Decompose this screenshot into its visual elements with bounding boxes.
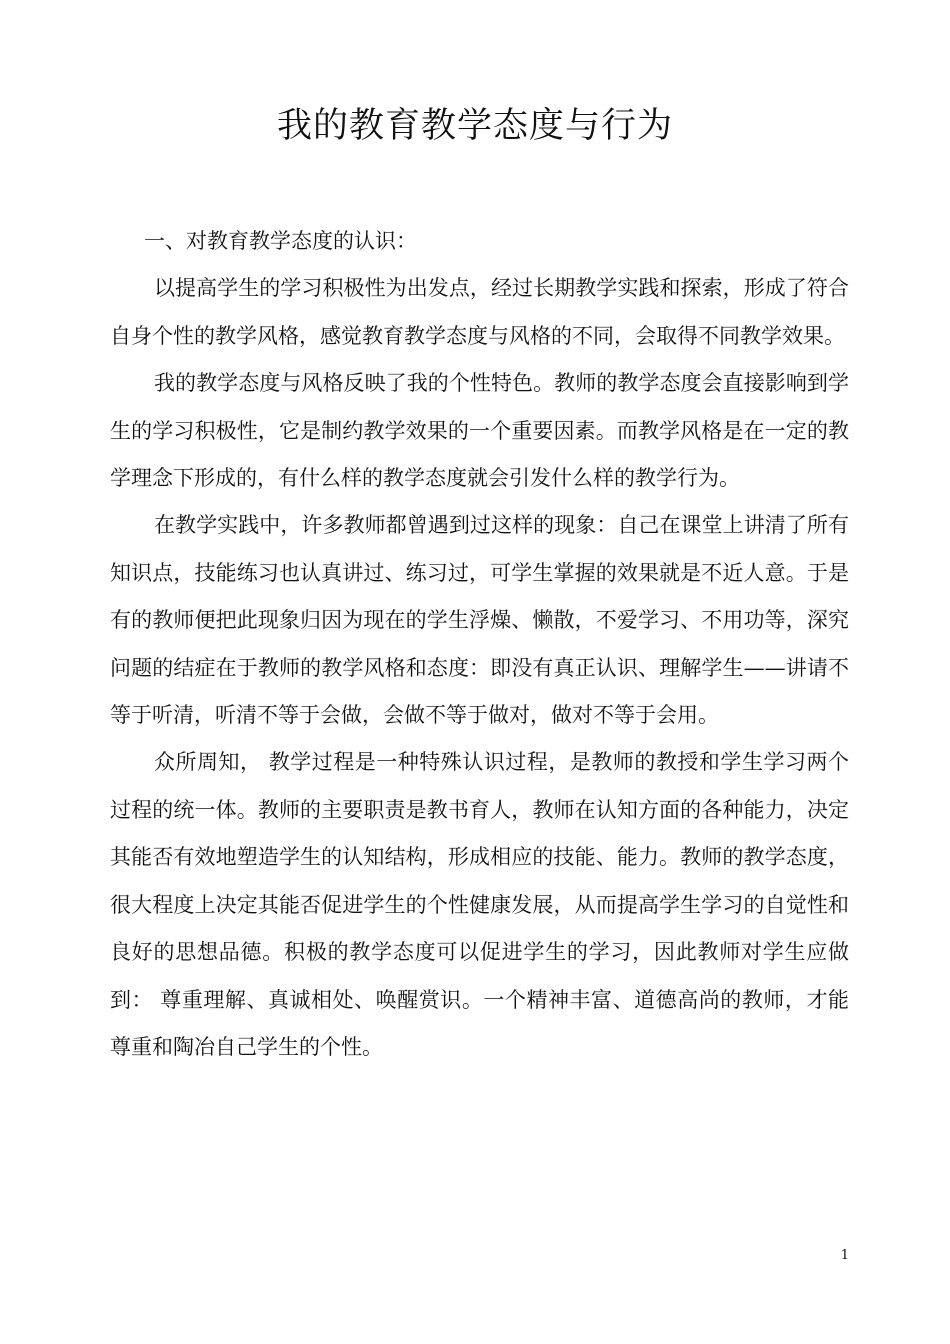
document-body	[110, 218, 849, 1071]
paragraph: 在教学实践中，许多教师都曾遇到过这样的现象：自己在课堂上讲清了所有知识点，技能练习也认真讲过、练习过，可学生掌握的效果就是不近人意。于是有的教师便把此现象归因为现在的学生浮燥、懒散，不爱学习、不用功等，深究问题的结症在于教师的教学风格和态度：即没有真正认识、理解学生——讲请不等于听清，听清不等于会做，会做不等于做对，做对不等于会用。	[110, 513, 849, 728]
page-number: 1	[840, 1248, 849, 1263]
paragraph: 我的教学态度与风格反映了我的个性特色。教师的教学态度会直接影响到学生的学习积极性，它是制约教学效果的一个重要因素。而教学风格是在一定的教学理念下形成的，有什么样的教学态度就会引发什么样的教学行为。	[110, 371, 849, 491]
paragraph: 众所周知， 教学过程是一种特殊认识过程，是教师的教授和学生学习两个过程的统一体。教师的主要职责是教书育人，教师在认知方面的各种能力，决定其能否有效地塑造学生的认知结构，形成相应的技能、能力。教师的教学态度，很大程度上决定其能否促进学生的个性健康发展，从而提高学生学习的自觉性和良好的思想品德。积极的教学态度可以促进学生的学习，因此教师对学生应做到： 尊重理解、真诚相处、唤醒赏识。一个精神丰富、道德高尚的教师，才能尊重和陶冶自己学生的个性。	[110, 750, 849, 1059]
section-heading: 一、对教育教学态度的认识：	[144, 229, 417, 253]
document-title: 我的教育教学态度与行为	[276, 106, 673, 146]
paragraph: 以提高学生的学习积极性为出发点，经过长期教学实践和探索，形成了符合自身个性的教学风格，感觉教育教学态度与风格的不同，会取得不同教学效果。	[110, 276, 849, 348]
